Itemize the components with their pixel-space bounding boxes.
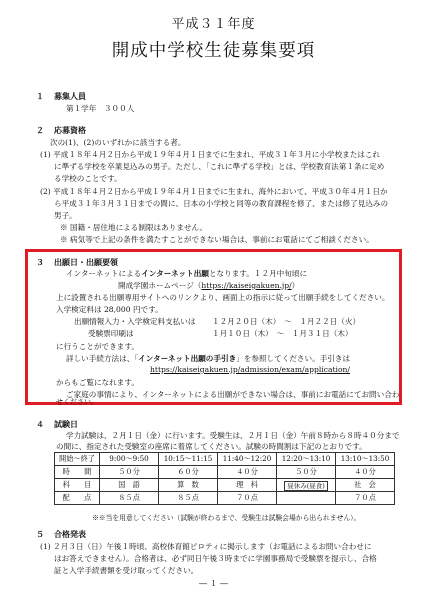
table-cell: ５０分	[100, 466, 159, 479]
table-cell: ４０分	[218, 466, 277, 479]
section-heading: 応募資格	[54, 126, 86, 135]
section-number: ３	[36, 258, 44, 267]
section-heading: 合格発表	[54, 530, 86, 539]
table-cell: 理 科	[218, 479, 277, 492]
table-cell: 社 会	[336, 479, 395, 492]
table-cell: ８５点	[159, 492, 218, 505]
emphasis-text: インターネット出願	[141, 269, 209, 278]
section-text: の間に、指定された受験室の座席に着席してください。試験の時間割は下記のとおりです。	[56, 442, 367, 451]
section-number: ４	[36, 420, 44, 429]
section-text: (1) ２月３日（日）午後１時頃、高校体育館ピロティに掲示します（お電話によるお問い合わせに	[40, 542, 372, 551]
table-cell	[277, 479, 336, 492]
homepage-link[interactable]: https://kaiseigakuen.jp/	[201, 281, 292, 290]
section-number: ５	[36, 530, 44, 539]
section-text: 入学検定料は 28,000 円です。	[56, 305, 163, 314]
table-cell: ５０分	[277, 466, 336, 479]
table-cell: 国 語	[100, 479, 159, 492]
section-heading: 試験日	[54, 420, 78, 429]
text-span: 詳しい手続方法は、「	[66, 354, 139, 363]
date-label: 受験票印刷は	[88, 329, 134, 338]
lunch-label: 昼休み(昼食)	[284, 481, 328, 491]
section-text: 上に設置される出願専用サイトへのリンクより、画面上の指示に従って出願手続をしてください。	[56, 293, 390, 302]
section-heading: 募集人員	[54, 92, 86, 101]
section-text: からもご覧になれます。	[56, 378, 139, 387]
section-text: 証と入学手続書類を受け取ってください。	[54, 566, 199, 575]
text-span: 開成学園ホームページ（	[118, 281, 202, 290]
table-row	[55, 492, 395, 505]
section-text: 男子。	[54, 211, 77, 220]
table-cell: 10:15～11:15	[159, 453, 218, 466]
table-cell: ７０点	[218, 492, 277, 505]
section-number: ２	[36, 126, 44, 135]
section-text	[66, 353, 350, 364]
section-note: ※ 国籍・居住地による制限はありません。	[60, 223, 208, 232]
section-text: ご家庭の事情により、インターネットによる出願ができない場合は、事前にお電話にてお問い合わ	[66, 390, 400, 399]
table-cell	[277, 492, 336, 505]
section-text: はお答えできません）。合格者は、必ず同日午後３時までに学園事務局で受験票を提示し、合格	[54, 554, 377, 563]
table-row	[55, 453, 395, 466]
guide-link[interactable]: https://kaiseigakuen.jp/admission/exam/application/	[150, 365, 350, 374]
era-heading: 平成３１年度	[171, 17, 256, 32]
section-text: る学校のことです。	[54, 174, 122, 183]
table-cell: 12:20～13:10	[277, 453, 336, 466]
section-note: ※ 病気等で上記の条件を満たすことができない場合は、事前にお電話にてご相談ください。	[60, 235, 374, 244]
section-text	[118, 280, 299, 291]
section-text: 第１学年 ３００人	[66, 104, 135, 113]
table-cell: ８５点	[100, 492, 159, 505]
section-text: 次の(1)、(2)のいずれかに該当する者。	[50, 138, 186, 147]
section-text	[66, 268, 307, 279]
page-number: ― １ ―	[198, 579, 229, 588]
section-text: せください。	[56, 398, 98, 406]
section-text: (2) 平成１８年４月２日から平成１９年４月１日までに生まれ、海外において、平成３０年４月１日か	[40, 187, 388, 196]
page-title: 開成中学校生徒募集要項	[111, 41, 316, 61]
date-label: 出願情報入力・入学検定料支払いは	[74, 317, 196, 326]
text-span: ）	[291, 281, 300, 290]
table-row	[55, 479, 395, 492]
text-span: インターネットによる	[66, 269, 142, 278]
section-text: ら平成３１年３月３１日までの間に、日本の小学校と同等の教育課程を修了、または修了見込みの	[54, 199, 389, 208]
text-span: となります。１２月中旬頃に	[208, 269, 308, 278]
table-row	[55, 466, 395, 479]
section-note: ※※当を用意してください（試験が終わるまで、受験生は試験会場から出られません）。	[92, 514, 361, 522]
section-text: に行うことができます。	[56, 342, 139, 351]
emphasis-text: インターネット出願の手引き	[138, 354, 237, 363]
section-text: 学力試験は、２月１日（金）に行います。受験生は、２月１日（金）午前８時から８時４０分まで	[66, 431, 400, 440]
row-label: 配 点	[55, 492, 100, 505]
table-cell: ６０分	[159, 466, 218, 479]
row-label: 開始～終了	[55, 453, 100, 466]
table-cell: 9:00～9:50	[100, 453, 159, 466]
table-cell: ４０分	[336, 466, 395, 479]
table-cell: 算 数	[159, 479, 218, 492]
date-range: １月１０日（木） ～ １月３１日（木）	[212, 329, 353, 338]
table-cell: ７０点	[336, 492, 395, 505]
date-range: １２月２０日（木） ～ １月２２日（火）	[212, 317, 361, 326]
text-span: 」を参照してください。手引きは	[236, 354, 351, 363]
row-label: 時 間	[55, 466, 100, 479]
table-cell: 13:10～13:50	[336, 453, 395, 466]
section-text: (1) 平成１８年４月２日から平成１９年４月１日までに生まれ、平成３１年３月に小学校またはこれ	[40, 150, 381, 159]
exam-schedule-table	[54, 452, 395, 505]
section-number: １	[36, 92, 44, 101]
row-label: 科 目	[55, 479, 100, 492]
table-cell: 11:40～12:20	[218, 453, 277, 466]
section-heading: 出願日・出願要領	[54, 258, 118, 267]
section-text: に準ずる学校を卒業見込みの男子。ただし、「これに準ずる学校」とは、学校教育法第１条に定め	[54, 162, 385, 171]
